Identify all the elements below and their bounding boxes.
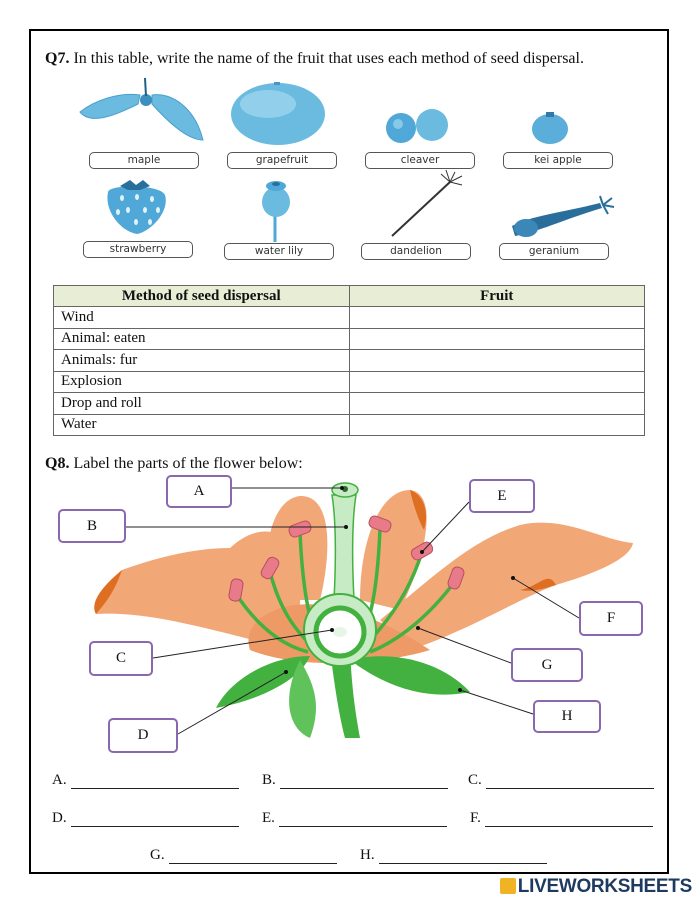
answer-h <box>360 847 547 864</box>
fruit-label-maple: maple <box>89 152 199 169</box>
method-cell: Water <box>54 414 350 436</box>
answer-g-input[interactable] <box>169 850 337 864</box>
answer-line <box>279 812 447 827</box>
flower-label-c: C <box>89 641 153 676</box>
answer-c <box>468 772 654 789</box>
fruit-label-dandelion: dandelion <box>361 243 471 260</box>
fruit-label-grapefruit: grapefruit <box>227 152 337 169</box>
answer-c-input[interactable] <box>486 775 654 789</box>
answer-b-input[interactable] <box>280 775 448 789</box>
flower-label-g: G <box>511 648 583 682</box>
flower-label-a: A <box>166 475 232 508</box>
method-cell: Explosion <box>54 371 350 393</box>
answer-line <box>71 774 239 789</box>
answer-a <box>52 772 239 789</box>
fruit-column-header: Fruit <box>349 286 645 307</box>
answer-line <box>485 812 653 827</box>
answer-line <box>379 849 547 864</box>
flower-label-h: H <box>533 700 601 733</box>
liveworksheets-logo <box>500 876 692 898</box>
method-cell: Animals: fur <box>54 350 350 372</box>
answer-g <box>150 847 337 864</box>
answer-f <box>470 810 653 827</box>
fruit-label-kei-apple: kei apple <box>503 152 613 169</box>
answer-line <box>71 812 239 827</box>
answer-line <box>280 774 448 789</box>
flower-label-d: D <box>108 718 178 753</box>
flower-label-f: F <box>579 601 643 636</box>
answer-letter: B. <box>262 772 276 788</box>
method-cell: Wind <box>54 307 350 329</box>
answer-d <box>52 810 239 827</box>
method-cell: Drop and roll <box>54 393 350 415</box>
flower-label-e: E <box>469 479 535 513</box>
q8-text: Label the parts of the flower below: <box>73 455 303 472</box>
answer-e <box>262 810 447 827</box>
q8-number: Q8. <box>45 455 70 472</box>
answer-a-input[interactable] <box>71 775 239 789</box>
answer-b <box>262 772 448 789</box>
flower-label-b: B <box>58 509 126 543</box>
answer-letter: C. <box>468 772 482 788</box>
q7-text: In this table, write the name of the fruit that uses each method of seed dispersal. <box>73 50 584 67</box>
method-cell: Animal: eaten <box>54 328 350 350</box>
fruit-label-strawberry: strawberry <box>83 241 193 258</box>
answer-letter: H. <box>360 847 375 863</box>
fruit-label-geranium: geranium <box>499 243 609 260</box>
answer-f-input[interactable] <box>485 813 653 827</box>
answer-letter: F. <box>470 810 481 826</box>
answer-letter: D. <box>52 810 67 826</box>
answer-line <box>486 774 654 789</box>
answer-letter: G. <box>150 847 165 863</box>
q7-number: Q7. <box>45 50 70 67</box>
answer-h-input[interactable] <box>379 850 547 864</box>
fruit-label-cleaver: cleaver <box>365 152 475 169</box>
answer-letter: A. <box>52 772 67 788</box>
logo-mark-icon <box>500 878 516 894</box>
brand-name: LIVEWORKSHEETS <box>517 876 692 897</box>
answer-line <box>169 849 337 864</box>
answer-e-input[interactable] <box>279 813 447 827</box>
fruit-label-water-lily: water lily <box>224 243 334 260</box>
answer-letter: E. <box>262 810 275 826</box>
method-column-header: Method of seed dispersal <box>54 286 350 307</box>
answer-d-input[interactable] <box>71 813 239 827</box>
